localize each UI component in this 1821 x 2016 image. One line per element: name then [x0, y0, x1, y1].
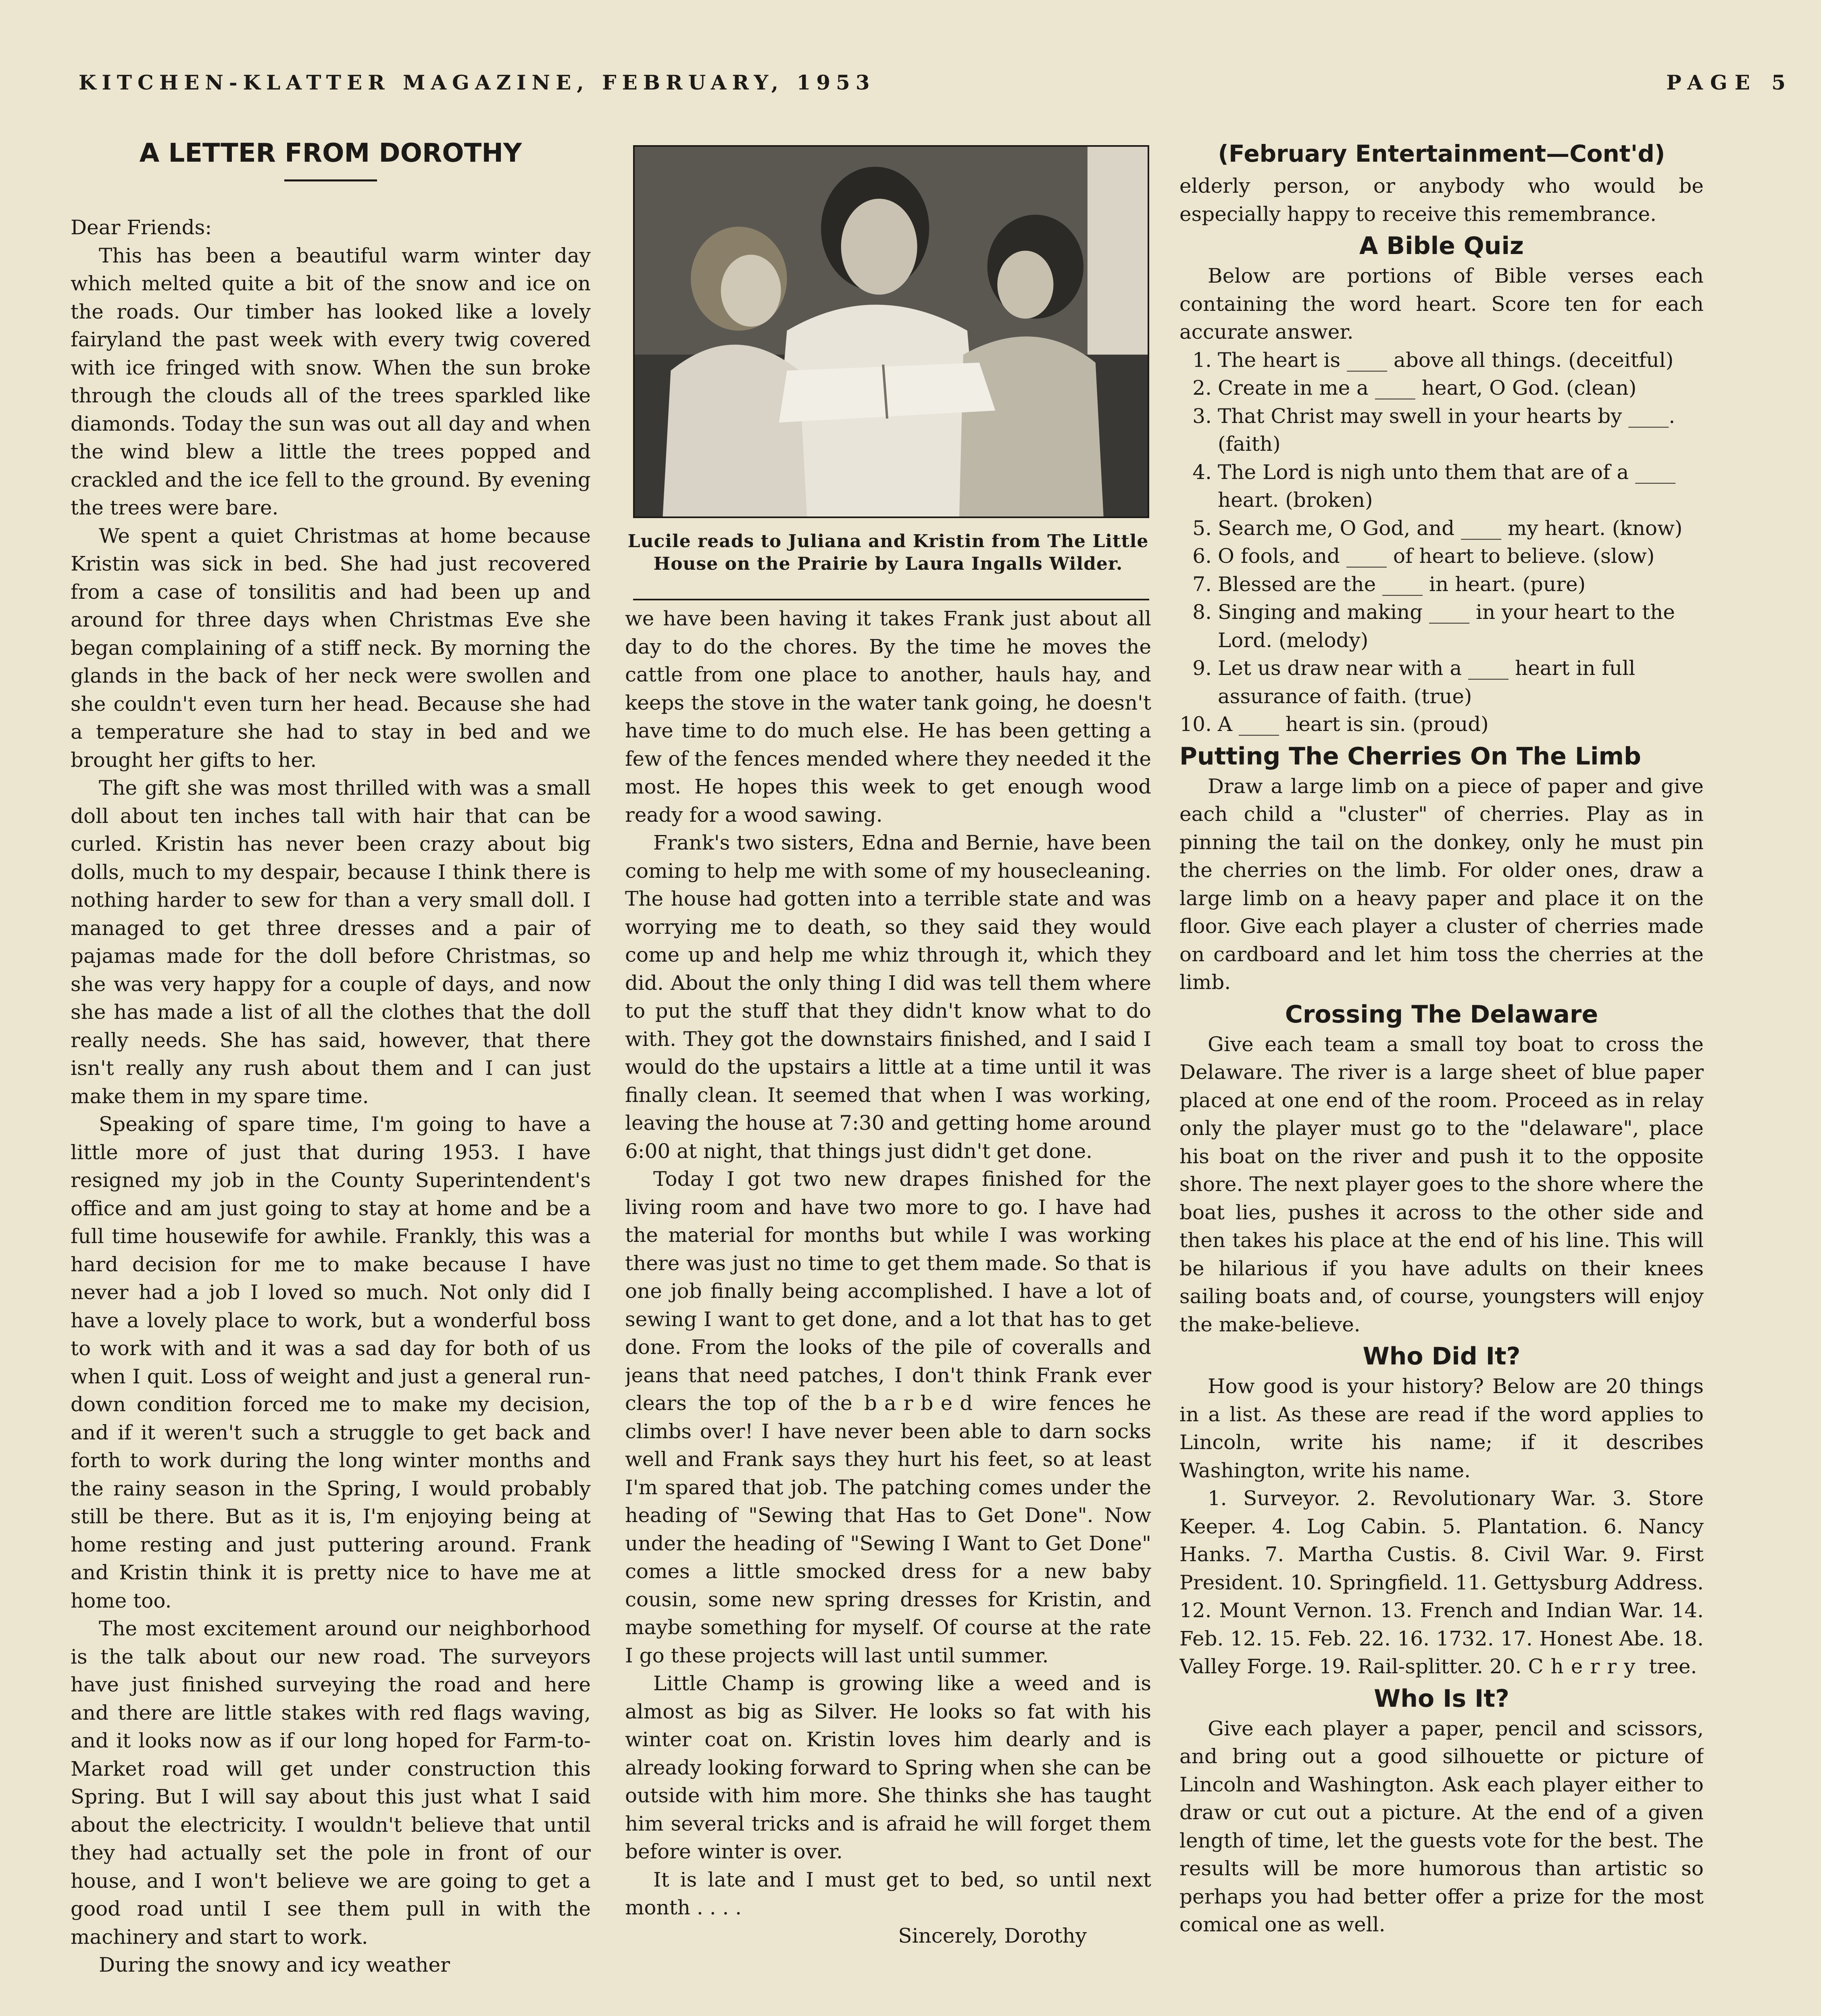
list-item: [1179, 571, 1704, 599]
paragraph: Give each player a paper, pencil and scissors, and bring out a good silhouette or picture of Lincoln and Washington. Ask each player either to draw or cut out a picture. At the end of a given length of time, let the guests vote for the best. The results will be more humorous than artistic so perhaps you had better offer a prize for the most comical one as well.: [1179, 1716, 1704, 1936]
item-text: Search me, O God, and ____ my heart. (know): [1218, 516, 1683, 540]
paragraph: Draw a large limb on a piece of paper and give each child a "cluster" of cherries. Play as in pinning the tail on the donkey, only he must pin the cherries on the limb. For older ones, draw a large limb on a heavy paper and place it on the floor. Give each player a cluster of cherries made on cardboard and let him toss the cherries at the limb.: [1179, 774, 1704, 994]
photo-reading: [633, 145, 1149, 518]
photo-rule: [633, 599, 1149, 600]
paragraph: Speaking of spare time, I'm going to have a little more of just that during 1953. I have resigned my job in the County Superintendent's office and am just going to stay at home and be a full time housewife for awhile. Frankly, this was a hard decision for me to make because I have never had a job I loved so much. Not only did I have a lovely place to work, but a wonderful boss to work with and it was a sad day for both of us when I quit. Loss of weight and just a general run-down condition forced me to make my decision, and if it weren't such a struggle to get back and forth to work during the long winter months and the rainy season in the Spring, I would probably still be there. But as it is, I'm enjoying being at home resting and just puttering around. Frank and Kristin think it is pretty nice to have me at home too.: [71, 1112, 591, 1612]
item-text: A ____ heart is sin. (proud): [1218, 712, 1489, 736]
salutation: Dear Friends:: [71, 216, 212, 239]
paragraph: we have been having it takes Frank just about all day to do the chores. By the time he moves the cattle from one place to another, hauls hay, and keeps the stove in the water tank going, he doesn't have time to do much else. He has been getting a few of the fences mended where they needed it the most. He hopes this week to get enough wood ready for a wood sawing.: [625, 607, 1151, 827]
item-number: 5.: [1192, 516, 1212, 540]
item-text: Blessed are the ____ in heart. (pure): [1218, 572, 1586, 596]
list-item: [1179, 598, 1704, 654]
magazine-header: KITCHEN-KLATTER MAGAZINE, FEBRUARY, 1953: [79, 71, 875, 94]
item-number: 9.: [1192, 656, 1212, 680]
who-is-it-title: Who Is It?: [1374, 1684, 1509, 1713]
item-number: 4.: [1192, 460, 1212, 484]
paragraph: This has been a beautiful warm winter day which melted quite a bit of the snow and ice on the roads. Our timber has looked like a lovely fairyland the past week with every twig covered with ice fringed with snow. When the sun broke through the clouds all of the trees sparkled like diamonds. Today the sun was out all day and when the wind blew a little the trees popped and crackled and the ice fell to the ground. By evening the trees were bare.: [71, 244, 591, 519]
text-run: Cherry: [1528, 1655, 1643, 1678]
paragraph: The most excitement around our neighborhood is the talk about our new road. The surveyors have just finished surveying the road and here and there are little stakes with red flags waving, and it looks now as if our long hoped for Farm-to-Market road will get under construction this Spring. But I will say about this just what I said about the electricity. I wouldn't believe that until they had actually set the pole in front of our house, and I won't believe we are going to get a good road until I see them pull in with the machinery and start to work.: [71, 1617, 591, 1949]
section-continued-title: (February Entertainment—Cont'd): [1218, 140, 1665, 167]
title-rule: [284, 179, 377, 181]
paragraph: We spent a quiet Christmas at home because Kristin was sick in bed. She had just recovered from a case of tonsilitis and had been up and around for three days when Christmas Eve she began complaining of a stiff neck. By morning the glands in the back of her neck were swollen and she couldn't even turn her head. Because she had a temperature she had to stay in bed and we brought her gifts to her.: [71, 524, 591, 772]
cherries-title: Putting The Cherries On The Limb: [1179, 742, 1641, 771]
text-run: Today I got two new drapes finished for the living room and have two more to go. I have had the material for months but while I was working there was just no time to get them made. So that is one job finally being accomplished. I have a lot of sewing I want to get done, and a lot that has to get done. From the looks of the pile of coveralls and jeans that need patches, I don't think Frank ever clears the top of the: [625, 1167, 1151, 1415]
paragraph: Little Champ is growing like a weed and is almost as big as Silver. He looks so fat with his winter coat on. Kristin loves him dearly and is already looking forward to Spring when she can be outside with him more. She thinks she has taught him several tricks and is afraid he will forget them before winter is over.: [625, 1672, 1151, 1863]
list-item: [1179, 542, 1704, 571]
list-item: [1179, 710, 1704, 739]
page-number: PAGE 5: [1666, 71, 1793, 94]
who-did-it-title: Who Did It?: [1363, 1342, 1521, 1370]
history-list: [1179, 1485, 1704, 1681]
list-item: [1179, 402, 1704, 458]
delaware-title: Crossing The Delaware: [1285, 1000, 1598, 1029]
running-head: [0, 0, 1821, 97]
paragraph: Frank's two sisters, Edna and Bernie, have been coming to help me with some of my housecleaning. The house had gotten into a terrible state and was worrying me to death, so they said they would come up and help me whiz through it, which they did. About the only thing I did was tell them where to put the stuff that they didn't know what to do with. They got the downstairs finished, and I said I would do the upstairs a little at a time until it was finally clean. It seemed that when I was working, leaving the house at 7:30 and getting home around 6:00 at night, that things just didn't get done.: [625, 831, 1151, 1163]
column-2: [625, 129, 1151, 2016]
bible-quiz-title: A Bible Quiz: [1359, 232, 1524, 260]
item-text: The heart is ____ above all things. (deceitful): [1218, 348, 1674, 372]
item-number: 3.: [1192, 404, 1212, 428]
list-item: [1179, 514, 1704, 543]
item-number: 6.: [1192, 544, 1212, 568]
quiz-list: [1179, 346, 1704, 739]
column-3: [1179, 129, 1704, 2016]
paragraph: The gift she was most thrilled with was a small doll about ten inches tall with hair that can be curled. Kristin has never been crazy about big dolls, much to my despair, because I think there is nothing harder to sew for than a very small doll. I managed to get three dresses and a pair of pajamas made for the doll before Christmas, so she was very happy for a couple of days, and now she has made a list of all the clothes that the doll really needs. She has said, however, that there isn't really any rush about them and I can just make them in my spare time.: [71, 776, 591, 1108]
item-text: Let us draw near with a ____ heart in full assurance of faith. (true): [1218, 656, 1636, 708]
paragraph: How good is your history? Below are 20 things in a list. As these are read if the word applies to Lincoln, write his name; if it describes Washington, write his name.: [1179, 1375, 1704, 1482]
text-run: tree.: [1649, 1655, 1697, 1678]
paragraph: Give each team a small toy boat to cross the Delaware. The river is a large sheet of blue paper placed at one end of the room. Proceed as in relay only the player must go to the "delaware", place his boat on the river and push it to the opposite shore. The next player goes to the shore where the boat lies, pushes it across to the other side and then takes his place at the end of his line. This will be hilarious if you have adults on their knees sailing boats and, of course, youngsters will enjoy the make-believe.: [1179, 1032, 1704, 1336]
text-run: wire fences he climbs over! I have never been able to darn socks well and Frank says they hurt his feet, so at least I'm spared that job. The patching comes under the heading of "Sewing that Has to Get Done". Now under the heading of "Sewing I Want to Get Done" comes a little smocked dress for a new baby cousin, some new spring dresses for Kristin, and maybe something for myself. Of course at the rate I go these projects will last until summer.: [625, 1391, 1151, 1667]
column-1: [71, 129, 591, 2016]
paragraph: Below are portions of Bible verses each containing the word heart. Score ten for each accurate answer.: [1179, 264, 1704, 344]
item-text: That Christ may swell in your hearts by ____. (faith): [1218, 404, 1675, 456]
item-text: The Lord is nigh unto them that are of a ____ heart. (broken): [1218, 460, 1676, 512]
letter-title: A LETTER FROM DOROTHY: [139, 138, 522, 168]
item-text: O fools, and ____ of heart to believe. (slow): [1218, 544, 1655, 568]
item-text: Singing and making ____ in your heart to the Lord. (melody): [1218, 600, 1675, 652]
list-item: [1179, 374, 1704, 402]
list-item: [1179, 654, 1704, 710]
paragraph: [625, 1165, 1151, 1670]
text-run: 1. Surveyor. 2. Revolutionary War. 3. Store Keeper. 4. Log Cabin. 5. Plantation. 6. Nancy Hanks. 7. Martha Custis. 8. Civil War. 9. First President. 10. Springfield. 11. Gettysburg Address. 12. Mount Vernon. 13. French and Indian War. 14. Feb. 12. 15. Feb. 22. 16. 1732. 17. Honest Abe. 18. Valley Forge. 19. Rail-splitter. 20.: [1179, 1487, 1704, 1678]
photo-caption: Lucile reads to Juliana and Kristin from The Little House on the Prairie by Laura Ingalls Wilder.: [627, 531, 1149, 574]
item-number: 1.: [1192, 348, 1212, 372]
item-text: Create in me a ____ heart, O God. (clean): [1218, 376, 1637, 400]
photo-image: [635, 147, 1148, 516]
photo-block: [625, 145, 1151, 605]
item-number: 8.: [1192, 600, 1212, 624]
paragraph: During the snowy and icy weather: [99, 1953, 450, 1976]
list-item: [1179, 346, 1704, 375]
item-number: 7.: [1192, 572, 1212, 596]
paragraph: It is late and I must get to bed, so until next month . . . .: [625, 1868, 1151, 1919]
item-number: 2.: [1192, 376, 1212, 400]
text-run: barbed: [864, 1391, 980, 1415]
list-item: [1179, 458, 1704, 514]
paragraph: elderly person, or anybody who would be especially happy to receive this remembrance.: [1179, 174, 1704, 226]
signoff: Sincerely, Dorothy: [898, 1924, 1087, 1947]
item-number: 10.: [1179, 712, 1212, 736]
